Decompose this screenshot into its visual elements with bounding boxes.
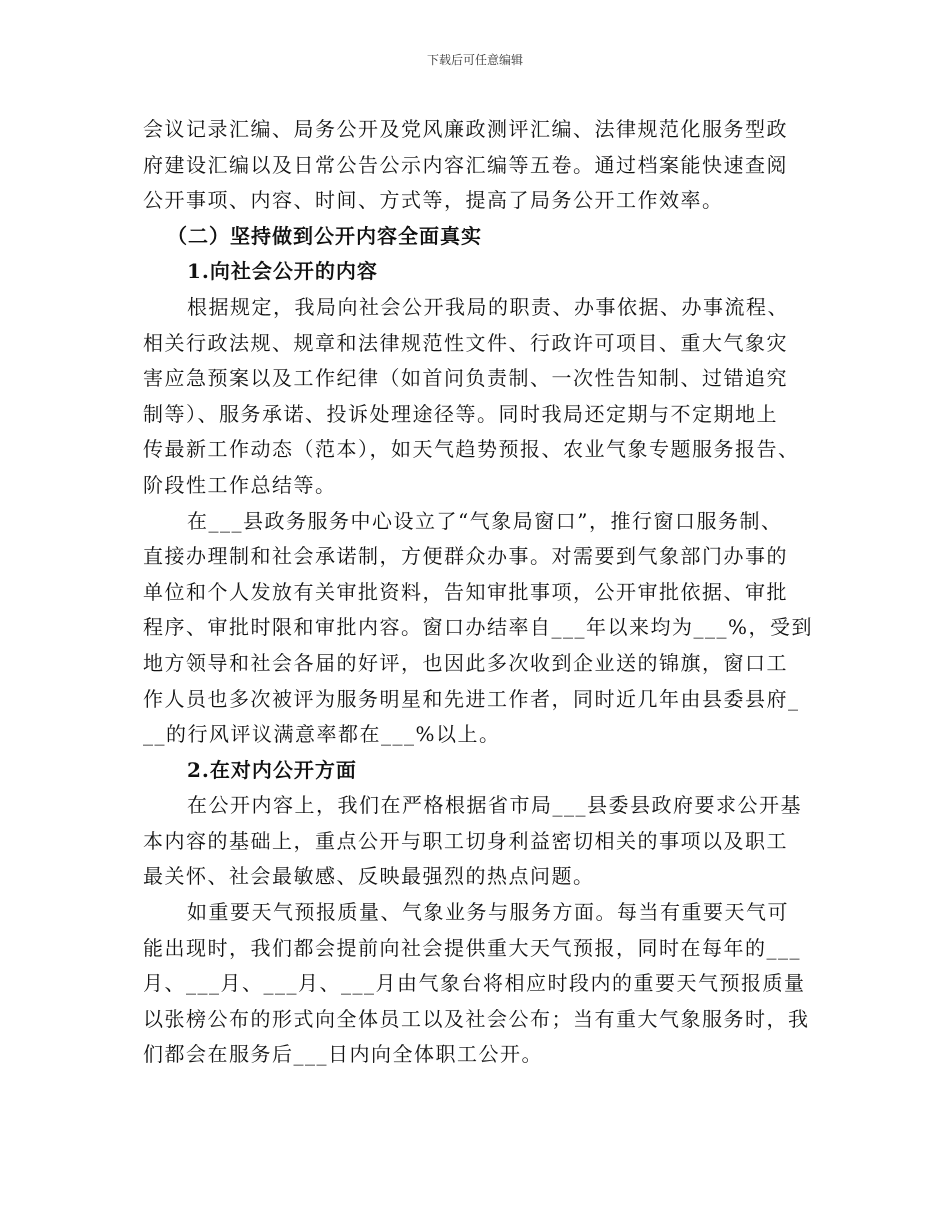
document-body xyxy=(143,112,823,1073)
body-line: 最关怀、社会最敏感、反映最强烈的热点问题。 xyxy=(143,864,595,889)
body-line: 害应急预案以及工作纪律（如首问负责制、一次性告知制、过错追究 xyxy=(143,366,788,391)
body-line: 如重要天气预报质量、气象业务与服务方面。每当有重要天气可 xyxy=(187,900,789,925)
body-line: 们都会在服务后___日内向全体职工公开。 xyxy=(143,1042,543,1067)
body-line: 制等）、服务承诺、投诉处理途径等。同时我局还定期与不定期地上 xyxy=(143,401,778,426)
body-line: 在公开内容上，我们在严格根据省市局___县委县政府要求公开基 xyxy=(187,793,802,818)
body-line: 相关行政法规、规章和法律规范性文件、行政许可项目、重大气象灾 xyxy=(143,330,788,355)
body-line: 直接办理制和社会承诺制，方便群众办事。对需要到气象部门办事的 xyxy=(143,544,788,569)
body-line: 传最新工作动态（范本），如天气趋势预报、农业气象专题服务报告、 xyxy=(143,437,800,462)
body-line: 单位和个人发放有关审批资料，告知审批事项，公开审批依据、审批 xyxy=(143,579,788,604)
body-line: 地方领导和社会各届的好评，也因此多次收到企业送的锦旗，窗口工 xyxy=(143,650,788,675)
page-header: 下载后可任意编辑 xyxy=(426,53,523,67)
body-line: 阶段性工作总结等。 xyxy=(143,472,337,497)
subsection-heading: 1.向社会公开的内容 xyxy=(187,259,378,284)
body-line: 公开事项、内容、时间、方式等，提高了局务公开工作效率。 xyxy=(143,188,724,213)
body-line: 能出现时，我们都会提前向社会提供重大天气预报，同时在每年的___ xyxy=(143,935,801,960)
body-line: 程序、审批时限和审批内容。窗口办结率自___年以来均为___%，受到 xyxy=(143,615,814,640)
body-line: 根据规定，我局向社会公开我局的职责、办事依据、办事流程、 xyxy=(187,294,789,319)
section-heading: （二）坚持做到公开内容全面真实 xyxy=(167,223,482,248)
body-line: __的行风评议满意率都在___%以上。 xyxy=(143,722,501,747)
body-line: 本内容的基础上，重点公开与职工切身利益密切相关的事项以及职工 xyxy=(143,828,788,853)
body-line: 作人员也多次被评为服务明星和先进工作者，同时近几年由县委县府_ xyxy=(143,686,800,711)
body-line: 以张榜公布的形式向全体员工以及社会公布；当有重大气象服务时，我 xyxy=(143,1006,810,1031)
body-line: 会议记录汇编、局务公开及党风廉政测评汇编、法律规范化服务型政 xyxy=(143,117,788,141)
subsection-heading: 2.在对内公开方面 xyxy=(187,757,357,782)
body-line: 府建设汇编以及日常公告公示内容汇编等五卷。通过档案能快速查阅 xyxy=(143,152,788,177)
body-line: 月、___月、___月、___月由气象台将相应时段内的重要天气预报质量 xyxy=(143,971,806,996)
body-line: 在___县政务服务中心设立了“气象局窗口”，推行窗口服务制、 xyxy=(187,508,783,533)
